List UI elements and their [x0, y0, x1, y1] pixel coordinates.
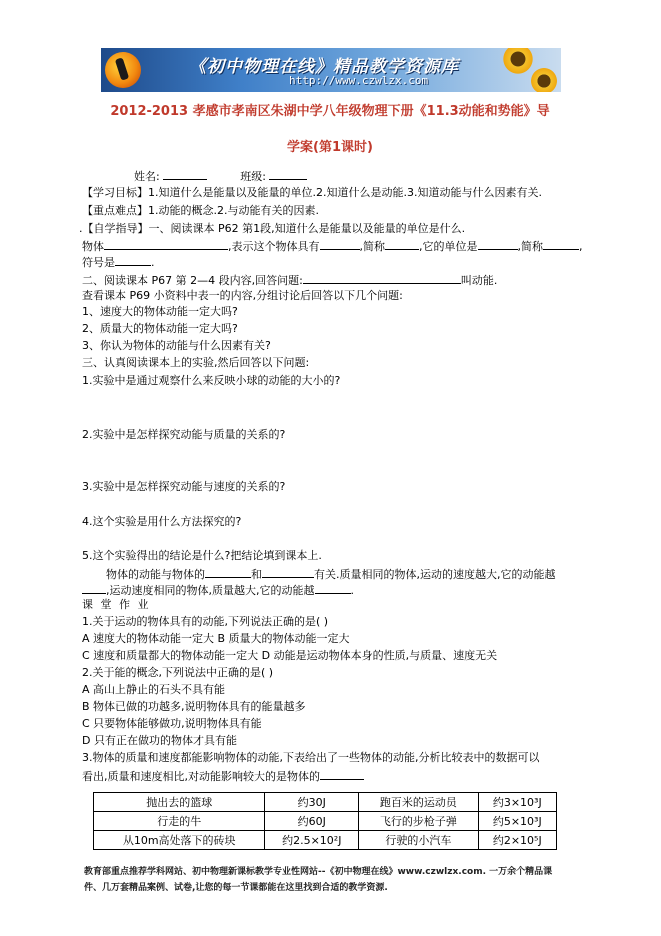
student-info — [134, 168, 307, 184]
homework-q1-options-ab: A 速度大的物体动能一定大 B 质量大的物体动能一定大 — [82, 632, 350, 645]
table-cell: 约30J — [265, 793, 359, 812]
text-fragment: 有关.质量相同的物体,运动的速度越大,它的动能越 — [314, 568, 556, 581]
name-blank — [163, 168, 207, 180]
text-fragment: 看出,质量和速度相比,对动能影响较大的是物体的 — [82, 770, 320, 783]
section3-q2: 2.实验中是怎样探究动能与质量的关系的? — [82, 428, 286, 441]
text-fragment: 物体的动能与物体的 — [106, 568, 205, 581]
homework-q2-option-a: A 高山上静止的石头不具有能 — [82, 683, 226, 696]
banner-title: 《初中物理在线》精品教学资源库 — [189, 57, 459, 77]
table-cell: 抛出去的篮球 — [94, 793, 265, 812]
answer-blank — [315, 582, 351, 594]
homework-q2-option-c: C 只要物体能够做功,说明物体具有能 — [82, 717, 262, 730]
section2-q2: 2、质量大的物体动能一定大吗? — [82, 322, 238, 335]
class-label: 班级: — [240, 170, 266, 183]
answer-blank — [478, 238, 518, 250]
section2-question — [82, 272, 497, 288]
section3-heading: 三、认真阅读课本上的实验,然后回答以下问题: — [82, 356, 310, 369]
answer-blank — [205, 566, 251, 578]
section2-q3: 3、你认为物体的动能与什么因素有关? — [82, 339, 271, 352]
section3-q3: 3.实验中是怎样探究动能与速度的关系的? — [82, 480, 286, 493]
text-fragment: ,简称 — [359, 240, 385, 253]
answer-blank — [320, 238, 360, 250]
footer-line-2: 件、几万套精品案例、试卷,让您的每一节课都能在这里找到合适的教学资源. — [84, 883, 388, 893]
energy-symbol-line — [82, 254, 155, 270]
homework-q3-line-2 — [82, 768, 364, 784]
text-fragment: 和 — [251, 568, 262, 581]
answer-blank — [320, 768, 364, 780]
class-blank — [269, 168, 307, 180]
homework-q2-option-d: D 只有正在做功的物体才具有能 — [82, 734, 237, 747]
text-fragment: ,简称 — [517, 240, 543, 253]
text-fragment: ,运动速度相同的物体,质量越大,它的动能越 — [106, 584, 315, 597]
banner-url: http://www.czwlzx.com — [289, 74, 429, 87]
table-cell: 约60J — [265, 812, 359, 831]
table-cell: 行驶的小汽车 — [359, 831, 478, 850]
table-cell: 跑百米的运动员 — [359, 793, 478, 812]
table-cell: 从10m高处落下的砖块 — [94, 831, 265, 850]
answer-blank — [543, 238, 579, 250]
text-fragment: . — [151, 256, 155, 269]
homework-heading: 课 堂 作 业 — [82, 598, 151, 611]
conclusion-line-1 — [106, 566, 556, 582]
answer-blank — [104, 238, 228, 250]
answer-blank — [82, 582, 106, 594]
sunflower-icon — [501, 48, 535, 76]
section3-q4: 4.这个实验是用什么方法探究的? — [82, 515, 242, 528]
section2-q1: 1、速度大的物体动能一定大吗? — [82, 305, 238, 318]
text-fragment: . — [350, 584, 354, 597]
table-row — [94, 812, 557, 831]
homework-q1: 1.关于运动的物体具有的动能,下列说法正确的是( ) — [82, 615, 329, 628]
section3-q1: 1.实验中是通过观察什么来反映小球的动能的大小的? — [82, 374, 341, 387]
kinetic-energy-table — [93, 792, 557, 850]
text-fragment: 叫动能. — [460, 274, 498, 287]
text-fragment: 二、阅读课本 P67 第 2—4 段内容,回答问题: — [82, 274, 303, 287]
homework-q2-option-b: B 物体已做的功越多,说明物体具有的能量越多 — [82, 700, 306, 713]
table-cell: 约3×10³J — [478, 793, 556, 812]
site-banner — [101, 48, 561, 92]
document-title-line-1: 2012-2013 孝感市孝南区朱湖中学八年级物理下册《11.3动能和势能》导 — [110, 104, 550, 119]
table-cell: 约2×10⁵J — [478, 831, 556, 850]
answer-blank — [385, 238, 419, 250]
text-fragment: , — [579, 240, 583, 253]
energy-definition-line — [82, 238, 583, 254]
learning-goals: 【学习目标】1.知道什么是能量以及能量的单位.2.知道什么是动能.3.知道动能与什么因素有关. — [82, 186, 542, 199]
text-fragment: ,表示这个物体具有 — [228, 240, 320, 253]
key-points: 【重点难点】1.动能的概念.2.与动能有关的因素. — [82, 204, 319, 217]
answer-blank — [115, 254, 151, 266]
site-logo-icon — [105, 52, 141, 88]
answer-blank — [262, 566, 314, 578]
section3-q5: 5.这个实验得出的结论是什么?把结论填到课本上. — [82, 549, 322, 562]
table-cell: 约5×10³J — [478, 812, 556, 831]
text-fragment: 物体 — [82, 240, 104, 253]
footer-line-1: 教育部重点推荐学科网站、初中物理新课标教学专业性网站--《初中物理在线》www.czwlzx.com. 一万余个精品课 — [84, 867, 553, 877]
self-study-guide: .【自学指导】一、阅读课本 P62 第1段,知道什么是能量以及能量的单位是什么. — [79, 222, 466, 235]
answer-blank — [303, 272, 461, 284]
page-footer — [84, 864, 584, 896]
document-title-line-2: 学案(第1课时) — [287, 140, 373, 155]
text-fragment: ,它的单位是 — [419, 240, 478, 253]
table-row — [94, 793, 557, 812]
homework-q3-line-1: 3.物体的质量和速度都能影响物体的动能,下表给出了一些物体的动能,分析比较表中的数据可以 — [82, 751, 540, 764]
name-label: 姓名: — [134, 170, 160, 183]
table-row — [94, 831, 557, 850]
homework-q1-options-cd: C 速度和质量都大的物体动能一定大 D 动能是运动物体本身的性质,与质量、速度无关 — [82, 649, 498, 662]
text-fragment: 符号是 — [82, 256, 115, 269]
table-cell: 行走的牛 — [94, 812, 265, 831]
section2-instruction: 查看课本 P69 小资料中表一的内容,分组讨论后回答以下几个问题: — [82, 289, 403, 302]
homework-q2: 2.关于能的概念,下列说法中正确的是( ) — [82, 666, 274, 679]
table-cell: 飞行的步枪子弹 — [359, 812, 478, 831]
sunflower-icon — [529, 66, 559, 92]
table-cell: 约2.5×10²J — [265, 831, 359, 850]
conclusion-line-2 — [82, 582, 354, 598]
